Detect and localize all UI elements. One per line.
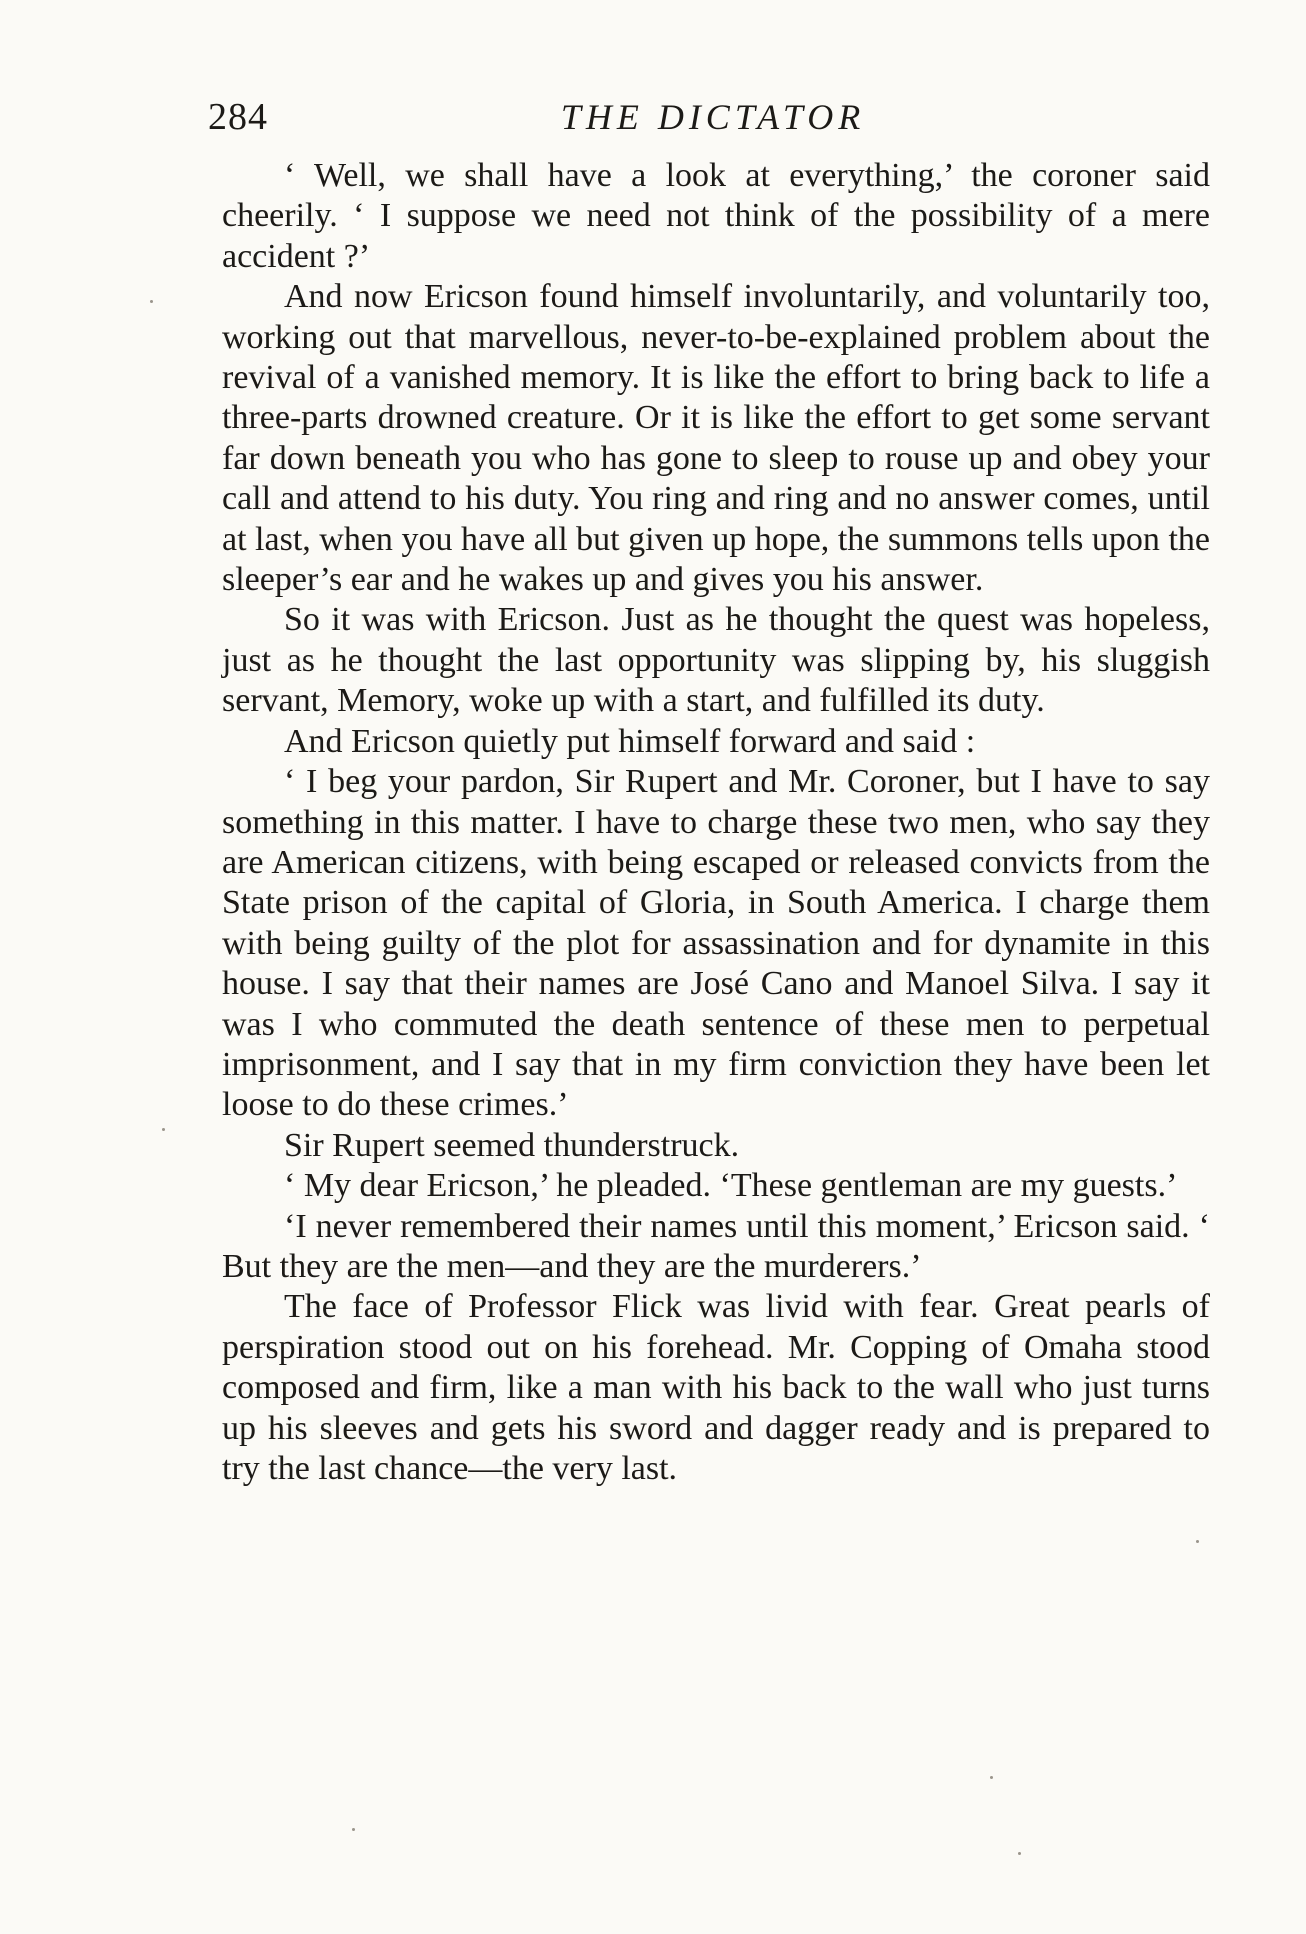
paragraph-memory-revival: And now Ericson found himself involuntarily, and voluntarily too, working out that marvellous, never-to-be-explained problem about the revival of a vanished memory. It is like the effort to bring back to life a three-parts drowned creature. Or it is like the effort to get some servant far down beneath you who has gone to sleep to rouse up and obey your call and attend to his duty. You ring and ring and no answer comes, until at last, when you have all but given up hope, the summons tells upon the sleeper’s ear and he wakes up and gives you his answer.: [222, 278, 1210, 599]
paragraph-sir-rupert-shocked: Sir Rupert seemed thunderstruck.: [284, 1126, 740, 1164]
paragraph-ericson-accusation: ‘ I beg your pardon, Sir Rupert and Mr. Coroner, but I have to say something in this matter. I have to charge these two men, who say they are American citizens, with being escaped or released convicts from the State prison of the capital of Gloria, in South America. I charge them with being guilty of the plot for assassination and for dynamite in this house. I say that their names are José Cano and Manoel Silva. I say it was I who commuted the death sentence of these men to perpetual imprisonment, and I say that in my firm conviction they have been let loose to do these crimes.’: [222, 763, 1210, 1124]
paper-speck: [990, 1776, 993, 1779]
page-header: [208, 92, 1218, 142]
paper-speck: [150, 300, 153, 303]
paragraph-ericson-steps-forward: And Ericson quietly put himself forward and said :: [284, 722, 976, 760]
paper-speck: [352, 1828, 355, 1831]
paper-speck: [1196, 1540, 1199, 1543]
paragraph-sir-rupert-pleads: ‘ My dear Ericson,’ he pleaded. ‘These gentleman are my guests.’: [284, 1167, 1178, 1205]
body-text: [222, 156, 1210, 1489]
paragraph-flick-and-copping: The face of Professor Flick was livid with fear. Great pearls of perspiration stood out on his forehead. Mr. Copping of Omaha stood composed and firm, like a man with his back to the wall who just turns up his sleeves and gets his sword and dagger ready and is prepared to try the last chance—the very last.: [222, 1288, 1210, 1487]
paragraph-ericson-reply: ‘I never remembered their names until this moment,’ Ericson said. ‘ But they are the men—and they are the murderers.’: [222, 1207, 1210, 1285]
running-title: THE DICTATOR: [560, 97, 866, 137]
paragraph-ericson-remembers: So it was with Ericson. Just as he thought the quest was hopeless, just as he thought the last opportunity was slipping by, his sluggish servant, Memory, woke up with a start, and fulfilled its duty.: [222, 601, 1210, 720]
paragraph-coroner-remark: ‘ Well, we shall have a look at everything,’ the coroner said cheerily. ‘ I suppose we need not think of the possibility of a mere accident ?’: [222, 157, 1210, 275]
paper-speck: [162, 1128, 165, 1131]
paper-speck: [1018, 1852, 1021, 1855]
page-number: 284: [208, 96, 268, 138]
